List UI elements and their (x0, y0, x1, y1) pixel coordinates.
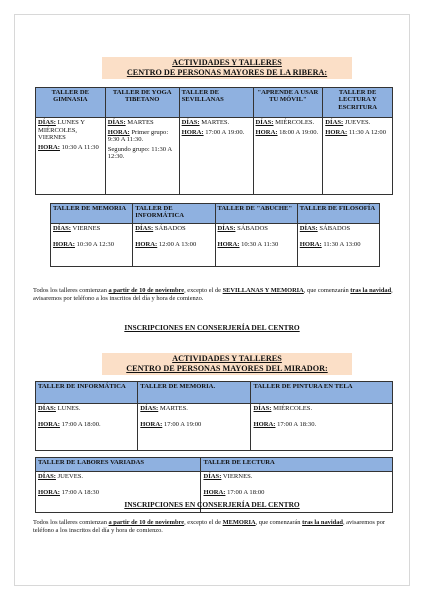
dias-label: DÍAS: (107, 119, 126, 126)
dias-value: SÁBADOS (153, 225, 186, 232)
schedule-cell (105, 118, 179, 195)
table-header: "APRENDE A USAR TU MÓVIL" (253, 88, 323, 118)
table-header: TALLER DE INFORMÁTICA (133, 204, 215, 224)
dias-label: DÍAS: (299, 225, 318, 232)
dias-value: SÁBADOS (235, 225, 268, 232)
table-header: TALLER DE GIMNASIA (36, 88, 106, 118)
dias-value: MARTES (125, 119, 154, 126)
hora-label: HORA: (107, 128, 130, 136)
hora-value: 18:00 A 19:00. (277, 128, 319, 136)
hora-value: 17:00 A 19:00 (162, 420, 202, 428)
ribera-schedule-table-1 (35, 87, 393, 195)
dias-value: LUNES. (55, 405, 81, 412)
note-after-christmas: tras la navidad (302, 519, 343, 526)
hora-label: HORA: (253, 420, 276, 428)
schedule-cell (215, 224, 297, 267)
dias-value: MIÉRCOLES. (271, 405, 313, 412)
table-header: TALLER DE SEVILLANAS (179, 88, 253, 118)
dias-label: DÍAS: (140, 405, 159, 412)
table-header: TALLER DE FILOSOFÍA (297, 204, 379, 224)
mirador-note (33, 519, 395, 534)
dias-value: VIERNES. (221, 473, 253, 480)
dias-label: DÍAS: (255, 119, 274, 126)
dias-label: DÍAS: (38, 119, 56, 126)
dias-value: JUEVES. (343, 119, 371, 126)
mirador-title (102, 353, 352, 375)
mirador-title-line1: ACTIVIDADES Y TALLERES (172, 354, 282, 363)
ribera-title-line2: CENTRO DE PERSONAS MAYORES DE LA RIBERA: (126, 68, 328, 77)
dias-value: LUNES Y MIÉRCOLES, VIERNES (38, 119, 85, 142)
hora-value: Primer grupo: 9:30 A 11:30. (107, 128, 169, 144)
schedule-cell (251, 404, 393, 451)
note-text: , excepto el de (184, 287, 223, 294)
hora-value: 10:30 A 12:30 (74, 240, 115, 248)
table-header: TALLER DE LECTURA Y ESCRITURA (323, 88, 393, 118)
note-date: a partir de 10 de noviembre (108, 519, 185, 526)
dias-value: MIÉRCOLES. (273, 119, 315, 126)
schedule-cell (36, 404, 138, 451)
hora-label: HORA: (255, 128, 278, 136)
table-header: TALLER DE YOGA TIBETANO (105, 88, 179, 118)
note-exceptions: SEVILLANAS Y MEMORIA (222, 287, 304, 294)
hora-label: HORA: (38, 488, 60, 496)
hora-label: HORA: (203, 488, 226, 496)
dias-value: SÁBADOS (317, 225, 351, 232)
note-text: Todos los talleres comienzan (33, 519, 109, 526)
note-exceptions: MEMORIA (222, 519, 256, 526)
hora-value: 11:30 A 12:00 (347, 128, 387, 136)
dias-label: DÍAS: (217, 225, 236, 232)
hora-value: 10:30 A 11:30 (239, 240, 279, 248)
dias-label: DÍAS: (53, 225, 71, 232)
table-header: TALLER DE MEMORIA (51, 204, 133, 224)
note-text: , que comenzarán (255, 519, 303, 526)
dias-value: MARTES. (199, 119, 230, 126)
hora-value: 17:00 A 18:30. (275, 420, 317, 428)
mirador-inscripciones: INSCRIPCIONES EN CONSERJERÍA DEL CENTRO (124, 500, 300, 509)
schedule-cell (36, 118, 106, 195)
dias-label: DÍAS: (325, 119, 344, 126)
ribera-schedule-table-2 (50, 203, 380, 267)
note-text: , excepto el de (184, 519, 223, 526)
dias-label: DÍAS: (203, 473, 222, 480)
table-header: TALLER DE MEMORIA. (138, 382, 251, 404)
document-page (14, 14, 410, 586)
table-header: TALLER DE LABORES VARIADAS (36, 458, 201, 472)
mirador-schedule-table-1 (35, 381, 393, 451)
note-date: a partir de 10 de noviembre (108, 287, 185, 294)
dias-value: VIERNES (70, 225, 101, 232)
schedule-cell (323, 118, 393, 195)
schedule-cell (179, 118, 253, 195)
dias-label: DÍAS: (253, 405, 272, 412)
table-header: TALLER DE LECTURA (201, 458, 393, 472)
hora-label: HORA: (181, 128, 204, 136)
hora-value: 12:00 A 13:00 (157, 240, 197, 248)
dias-label: DÍAS: (38, 473, 56, 480)
ribera-inscripciones: INSCRIPCIONES EN CONSERJERÍA DEL CENTRO (124, 323, 300, 332)
schedule-cell (133, 224, 215, 267)
schedule-cell (51, 224, 133, 267)
hora-label: HORA: (53, 240, 75, 248)
schedule-cell (297, 224, 379, 267)
dias-label: DÍAS: (181, 119, 200, 126)
table-header: TALLER DE "ABUCHE" (215, 204, 297, 224)
hora-label: HORA: (325, 128, 348, 136)
ribera-title (102, 57, 352, 79)
note-text: , avisaremos por teléfono a los inscritos del día y hora de comienzo. (33, 287, 393, 302)
hora-value-2: Segundo grupo: 11:30 A 12:30. (107, 145, 172, 161)
hora-label: HORA: (135, 240, 158, 248)
table-header: TALLER DE PINTURA EN TELA (251, 382, 393, 404)
note-text: , que comenzarán (303, 287, 351, 294)
hora-label: HORA: (140, 420, 163, 428)
note-text: Todos los talleres comienzan (33, 287, 109, 294)
schedule-cell (138, 404, 251, 451)
hora-value: 17:00 A 19:00. (203, 128, 245, 136)
mirador-title-line2: CENTRO DE PERSONAS MAYORES DEL MIRADOR: (126, 364, 328, 373)
table-header: TALLER DE INFORMÁTICA (36, 382, 138, 404)
hora-value: 17:00 A 18:00. (59, 420, 101, 428)
hora-value: 10:30 A 11:30 (59, 143, 99, 151)
ribera-title-line1: ACTIVIDADES Y TALLERES (172, 58, 282, 67)
hora-label: HORA: (217, 240, 240, 248)
hora-value: 11:30 A 13:00 (321, 240, 361, 248)
ribera-note (33, 287, 395, 302)
schedule-cell (253, 118, 323, 195)
hora-value: 17:00 A 18:30 (59, 488, 100, 496)
dias-label: DÍAS: (135, 225, 154, 232)
hora-label: HORA: (38, 143, 60, 151)
hora-label: HORA: (38, 420, 60, 428)
dias-value: MARTES. (158, 405, 188, 412)
dias-label: DÍAS: (38, 405, 56, 412)
hora-value: 17:00 A 18:00 (225, 488, 265, 496)
hora-label: HORA: (299, 240, 322, 248)
note-text: , avisaremos por teléfono a los inscritos del día y hora de comienzo. (33, 519, 386, 534)
note-after-christmas: tras la navidad (350, 287, 392, 294)
dias-value: JUEVES. (55, 473, 84, 480)
